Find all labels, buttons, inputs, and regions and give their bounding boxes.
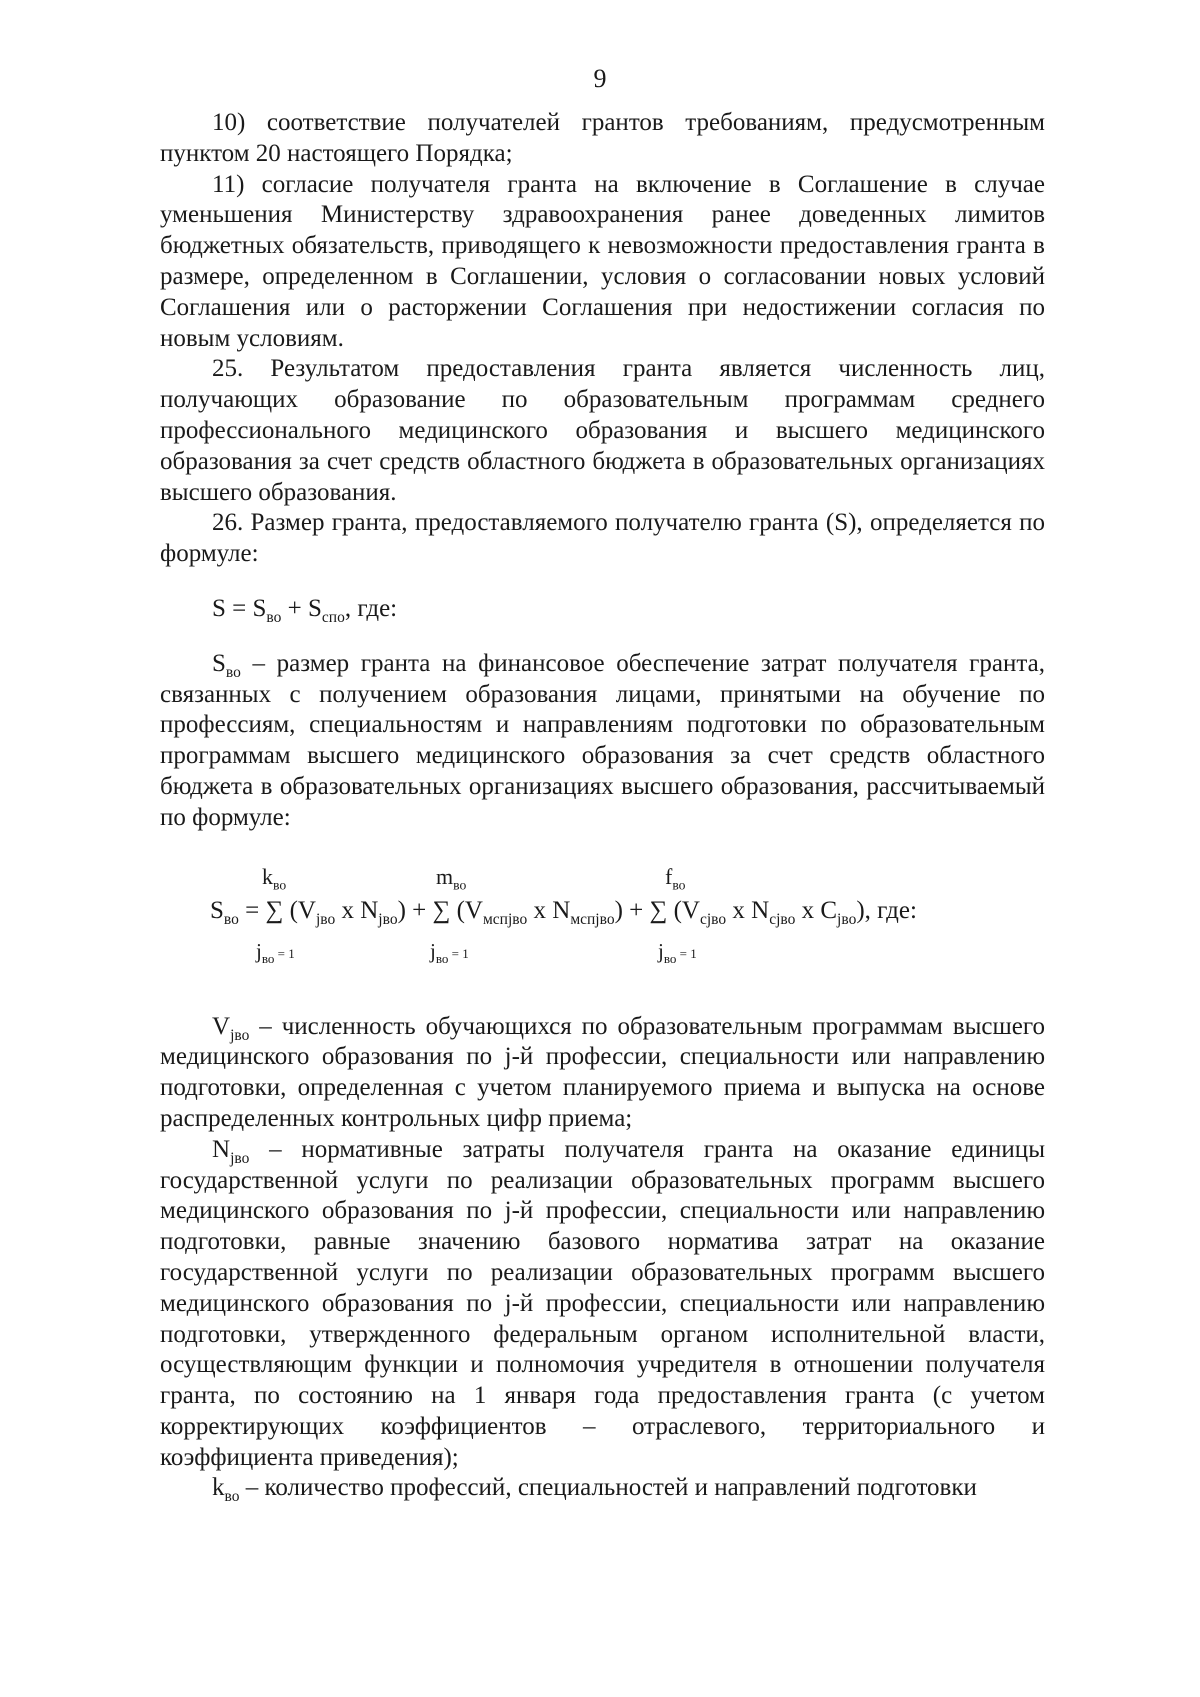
definition-s-vo: $S_{во}$ – размер гранта на финансовое обеспечение затрат получателя гранта, связанных с получением образования лицами, принятыми на обучение по профессиям, специальностям и направлениям подготовки по образовательным программам высшего медицинского образования за счет средств областного бюджета в образовательных организациях высшего образования, рассчитываемый по формуле: — [160, 649, 1045, 831]
definition-v-jvo: $V_{jво}$ – численность обучающихся по образовательным программам высшего медицинского образования по j-й профессии, специальности или направлению подготовки, определенная с учетом планируемого приема и выпуска на основе распределенных контрольных цифр приема; — [160, 1012, 1045, 1132]
paragraph-item-11: 11) согласие получателя гранта на включение в Соглашение в случае уменьшения Министерству здравоохранения ранее доведенных лимитов бюджетных обязательств, приводящего к невозможности предоставления гранта в размере, определенном в Соглашении, условия о согласовании новых условий Соглашения или о расторжении Соглашения при недостижении согласия по новым условиям. — [160, 170, 1045, 352]
sum-upper-limit-1: $k_{во}$ — [262, 863, 287, 892]
definition-k-vo: $k_{во}$ – количество профессий, специальностей и направлений подготовки — [212, 1474, 977, 1506]
paragraph-item-10: 10) соответствие получателей грантов требованиям, предусмотренным пунктом 20 настоящего Порядка; — [160, 109, 1045, 167]
sum-upper-limit-2: $m_{во}$ — [436, 863, 467, 892]
sum-lower-limit-2: $j_{во} = 1$ — [430, 938, 469, 966]
formula-grant-size: $S = S_{во} + S_{спо}$, где: — [212, 594, 398, 626]
sum-lower-limit-3: $j_{во} = 1$ — [658, 938, 697, 966]
formula-main-line: $S_{во}$ = ∑ ($V_{jво}$ x $N_{jво}$) + ∑ ($V_{мспjво}$ x $N_{мспjво}$) + ∑ ($V_{cjво}$ x $N_{cjво}$ x $C_{jво}$), где: — [210, 896, 917, 928]
definition-n-jvo: $N_{jво}$ – нормативные затраты получателя гранта на оказание единицы государственной услуги по реализации образовательных программ высшего медицинского образования по j-й профессии, специальности или направлению подготовки, равные значению базового норматива затрат на оказание государственной услуги по реализации образовательных программ высшего медицинского образования по j-й профессии, специальности или направлению подготовки, утвержденного федеральным органом исполнительной власти, осуществляющим функции и полномочия учредителя в отношении получателя гранта, по состоянию на 1 января года предоставления гранта (с учетом корректирующих коэффициентов – отраслевого, территориального и коэффициента приведения); — [160, 1135, 1045, 1471]
paragraph-25: 25. Результатом предоставления гранта является численность лиц, получающих образование по образовательным программам среднего профессионального медицинского образования и высшего медицинского образования за счет средств областного бюджета в образовательных организациях высшего образования. — [160, 355, 1045, 506]
sum-lower-limit-1: $j_{во} = 1$ — [256, 938, 295, 966]
paragraph-26: 26. Размер гранта, предоставляемого получателю гранта (S), определяется по формуле: — [160, 509, 1045, 568]
sum-upper-limit-3: $f_{во}$ — [665, 863, 686, 892]
page-number: 9 — [593, 64, 607, 93]
formula-s-vo — [160, 844, 1045, 994]
document-body — [160, 108, 1045, 1504]
